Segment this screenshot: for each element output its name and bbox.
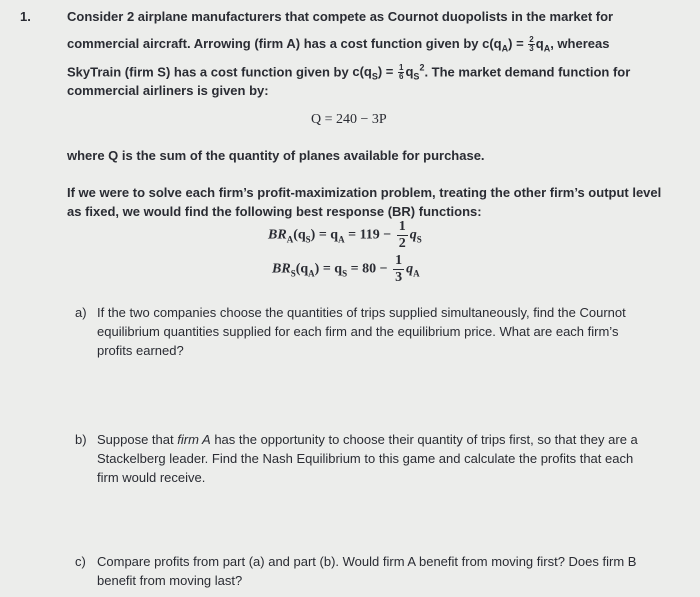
part-a-label: a) [75, 305, 87, 320]
part-b-line-1-start: Suppose that [97, 432, 178, 447]
cost-function-a [482, 35, 551, 54]
intro-line-1: Consider 2 airplane manufacturers that compete as Cournot duopolists in the market for [67, 9, 614, 24]
br-a-tail: q [409, 227, 417, 243]
br-intro-line-1: If we were to solve each firm’s profit-maximization problem, treating the other firm’s output level [67, 185, 662, 200]
part-b-label: b) [75, 432, 87, 447]
part-b-line-1-end: has the opportunity to choose their quantity of trips first, so that they are a [210, 432, 638, 447]
br-a-arg-sub: S [305, 234, 311, 245]
br-s-label: BR [272, 261, 291, 277]
intro-line-2 [67, 33, 609, 60]
br-intro-line-2: as fixed, we would find the following best response (BR) functions: [67, 204, 482, 219]
cost-s-exponent: 2 [419, 63, 425, 73]
where-statement: where Q is the sum of the quantity of planes available for purchase. [67, 148, 485, 163]
cost-a-rhs: q [535, 36, 544, 51]
cost-a-frac-den: 3 [529, 44, 534, 54]
cost-s-rhs: q [405, 64, 414, 80]
br-s-tail: q [406, 261, 414, 277]
part-a-line-3: profits earned? [97, 343, 184, 358]
br-a-label: BR [268, 227, 287, 243]
br-a-frac-num: 1 [398, 219, 406, 234]
cost-a-lhs: c(q [482, 36, 502, 51]
br-s-mid: ) = q [314, 261, 343, 277]
part-c-line-1: Compare profits from part (a) and part (b). Would firm A benefit from moving first? Does firm B [97, 554, 637, 569]
part-a-line-1: If the two companies choose the quantities of trips supplied simultaneously, find the Cournot [97, 305, 626, 320]
cost-s-sub: S [371, 71, 378, 82]
cost-s-frac-num: 1 [399, 63, 404, 73]
demand-function: Q = 240 − 3P [311, 112, 387, 127]
br-s-fraction [393, 254, 404, 285]
part-b-line-2: Stackelberg leader. Find the Nash Equilibrium to this game and calculate the profits that each [97, 451, 634, 466]
br-s-tail-sub: A [413, 268, 420, 279]
cost-s-frac-den: 6 [399, 72, 404, 82]
br-a-arg: (q [293, 227, 306, 243]
br-s-arg-sub: A [308, 268, 315, 279]
br-s-arg: (q [295, 261, 309, 277]
br-a-fraction [397, 220, 408, 251]
cost-s-fraction [398, 64, 404, 81]
part-c-line-2: benefit from moving last? [97, 573, 243, 588]
question-number: 1. [20, 9, 31, 24]
intro-line-2-text: commercial aircraft. Arrowing (firm A) has a cost function given by [67, 36, 483, 51]
br-s-frac-num: 1 [395, 253, 403, 268]
br-a-mid: ) = q [310, 227, 339, 243]
br-a-eq: = 119 − [344, 227, 395, 243]
cost-s-lhs: c(q [352, 64, 372, 80]
br-s-mid-sub: S [342, 268, 348, 279]
intro-line-3-tail: . The market demand function for [424, 64, 631, 80]
cost-a-eq: ) = [508, 36, 528, 51]
best-response-s [272, 254, 420, 289]
br-s-label-sub: S [290, 268, 296, 279]
best-response-a [268, 220, 422, 255]
intro-line-4: commercial airliners is given by: [67, 83, 269, 98]
part-b-line-1 [97, 429, 638, 450]
intro-line-2-tail: , whereas [550, 36, 610, 51]
cost-a-fraction [528, 36, 534, 53]
br-a-mid-sub: A [338, 234, 345, 245]
br-a-tail-sub: S [416, 234, 422, 245]
cost-a-frac-num: 2 [529, 35, 534, 45]
br-a-label-sub: A [286, 234, 294, 245]
cost-a-rhs-sub: A [543, 43, 551, 54]
part-b-emphasis: firm A [177, 432, 211, 447]
cost-function-s [352, 63, 425, 82]
part-c-label: c) [75, 554, 86, 569]
br-a-frac-den: 2 [398, 236, 406, 251]
cost-s-rhs-sub: S [413, 71, 420, 82]
cost-s-eq: ) = [377, 64, 398, 80]
part-b-line-3: firm would receive. [97, 470, 206, 485]
intro-line-3-text: SkyTrain (firm S) has a cost function given by [67, 64, 353, 80]
cost-a-sub: A [501, 43, 509, 54]
part-a-line-2: equilibrium quantities supplied for each firm and the equilibrium price. What are each firm’s [97, 324, 619, 339]
br-s-frac-den: 3 [395, 270, 403, 285]
br-s-eq: = 80 − [347, 261, 392, 277]
